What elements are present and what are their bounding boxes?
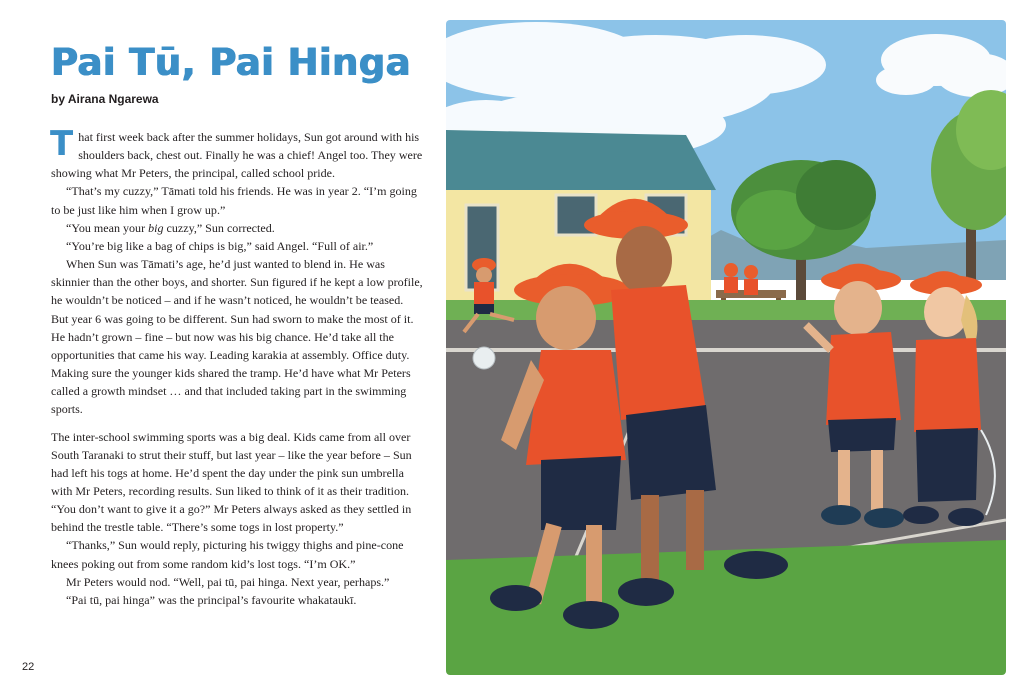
story-column (51, 40, 423, 609)
paragraph-1-text: hat first week back after the summer holidays, Sun got around with his shoulders back, chest out. Finally he was a chief! Angel too. They were showing what Mr Peters, the principal, called school pride. (51, 130, 423, 181)
paragraph-8: Mr Peters would nod. “Well, pai tū, pai hinga. Next year, perhaps.” (66, 574, 390, 589)
paragraph-2: “That’s my cuzzy,” Tāmati told his friends. He was in year 2. “I’m going to be just like him when I grow up.” (51, 184, 417, 217)
paragraph-7: “Thanks,” Sun would reply, picturing his twiggy thighs and pine-cone knees poking out from some random kid’s lost togs. “I’m OK.” (51, 538, 404, 571)
story-illustration (446, 20, 1006, 675)
story-body (50, 124, 423, 609)
paragraph-5: When Sun was Tāmati’s age, he’d just wanted to blend in. He was skinnier than the other boys, and shorter. Sun figured if he kept a low profile, he wouldn’t be noticed – and if he wasn’t noticed, he wouldn’t be teased. But year 6 was going to be different. Sun had sworn to make the most of it. He hadn’t grown – fine – but now was his big chance. He’d take all the opportunities that came his way. Leading karakia at assembly. Office duty. Making sure the younger kids shared the tramp. He’d have what Mr Peters called a growth mindset … and that included taking part in the swimming sports. (51, 257, 423, 417)
paragraph-4: “You’re big like a bag of chips is big,” said Angel. “Full of air.” (66, 238, 374, 253)
story-title: Pai Tū, Pai Hinga (51, 41, 412, 84)
paragraph-1 (50, 124, 423, 182)
byline: by Airana Ngarewa (51, 92, 159, 106)
paragraph-3 (51, 219, 423, 237)
paragraph-9: “Pai tū, pai hinga” was the principal’s favourite whakataukī. (66, 592, 357, 607)
page-number: 22 (22, 661, 35, 673)
paragraph-3-text-b: cuzzy,” Sun corrected. (163, 220, 275, 235)
ball (473, 347, 495, 369)
drop-cap: T (50, 124, 74, 164)
paragraph-3-emphasis: big (148, 220, 164, 235)
paragraph-6: The inter-school swimming sports was a big deal. Kids came from all over South Taranaki to strut their stuff, but last year – like the year before – Sun had left his togs at home. He’d spent the day under the pink sun umbrella with Mr Peters, recording results. Sun liked to think of it as their tradition. “You don’t want to give it a go?” Mr Peters always asked as they settled in behind the trestle table. “There’s some togs in lost property.” (51, 429, 412, 535)
paragraph-3-text-a: “You mean your (66, 220, 149, 235)
